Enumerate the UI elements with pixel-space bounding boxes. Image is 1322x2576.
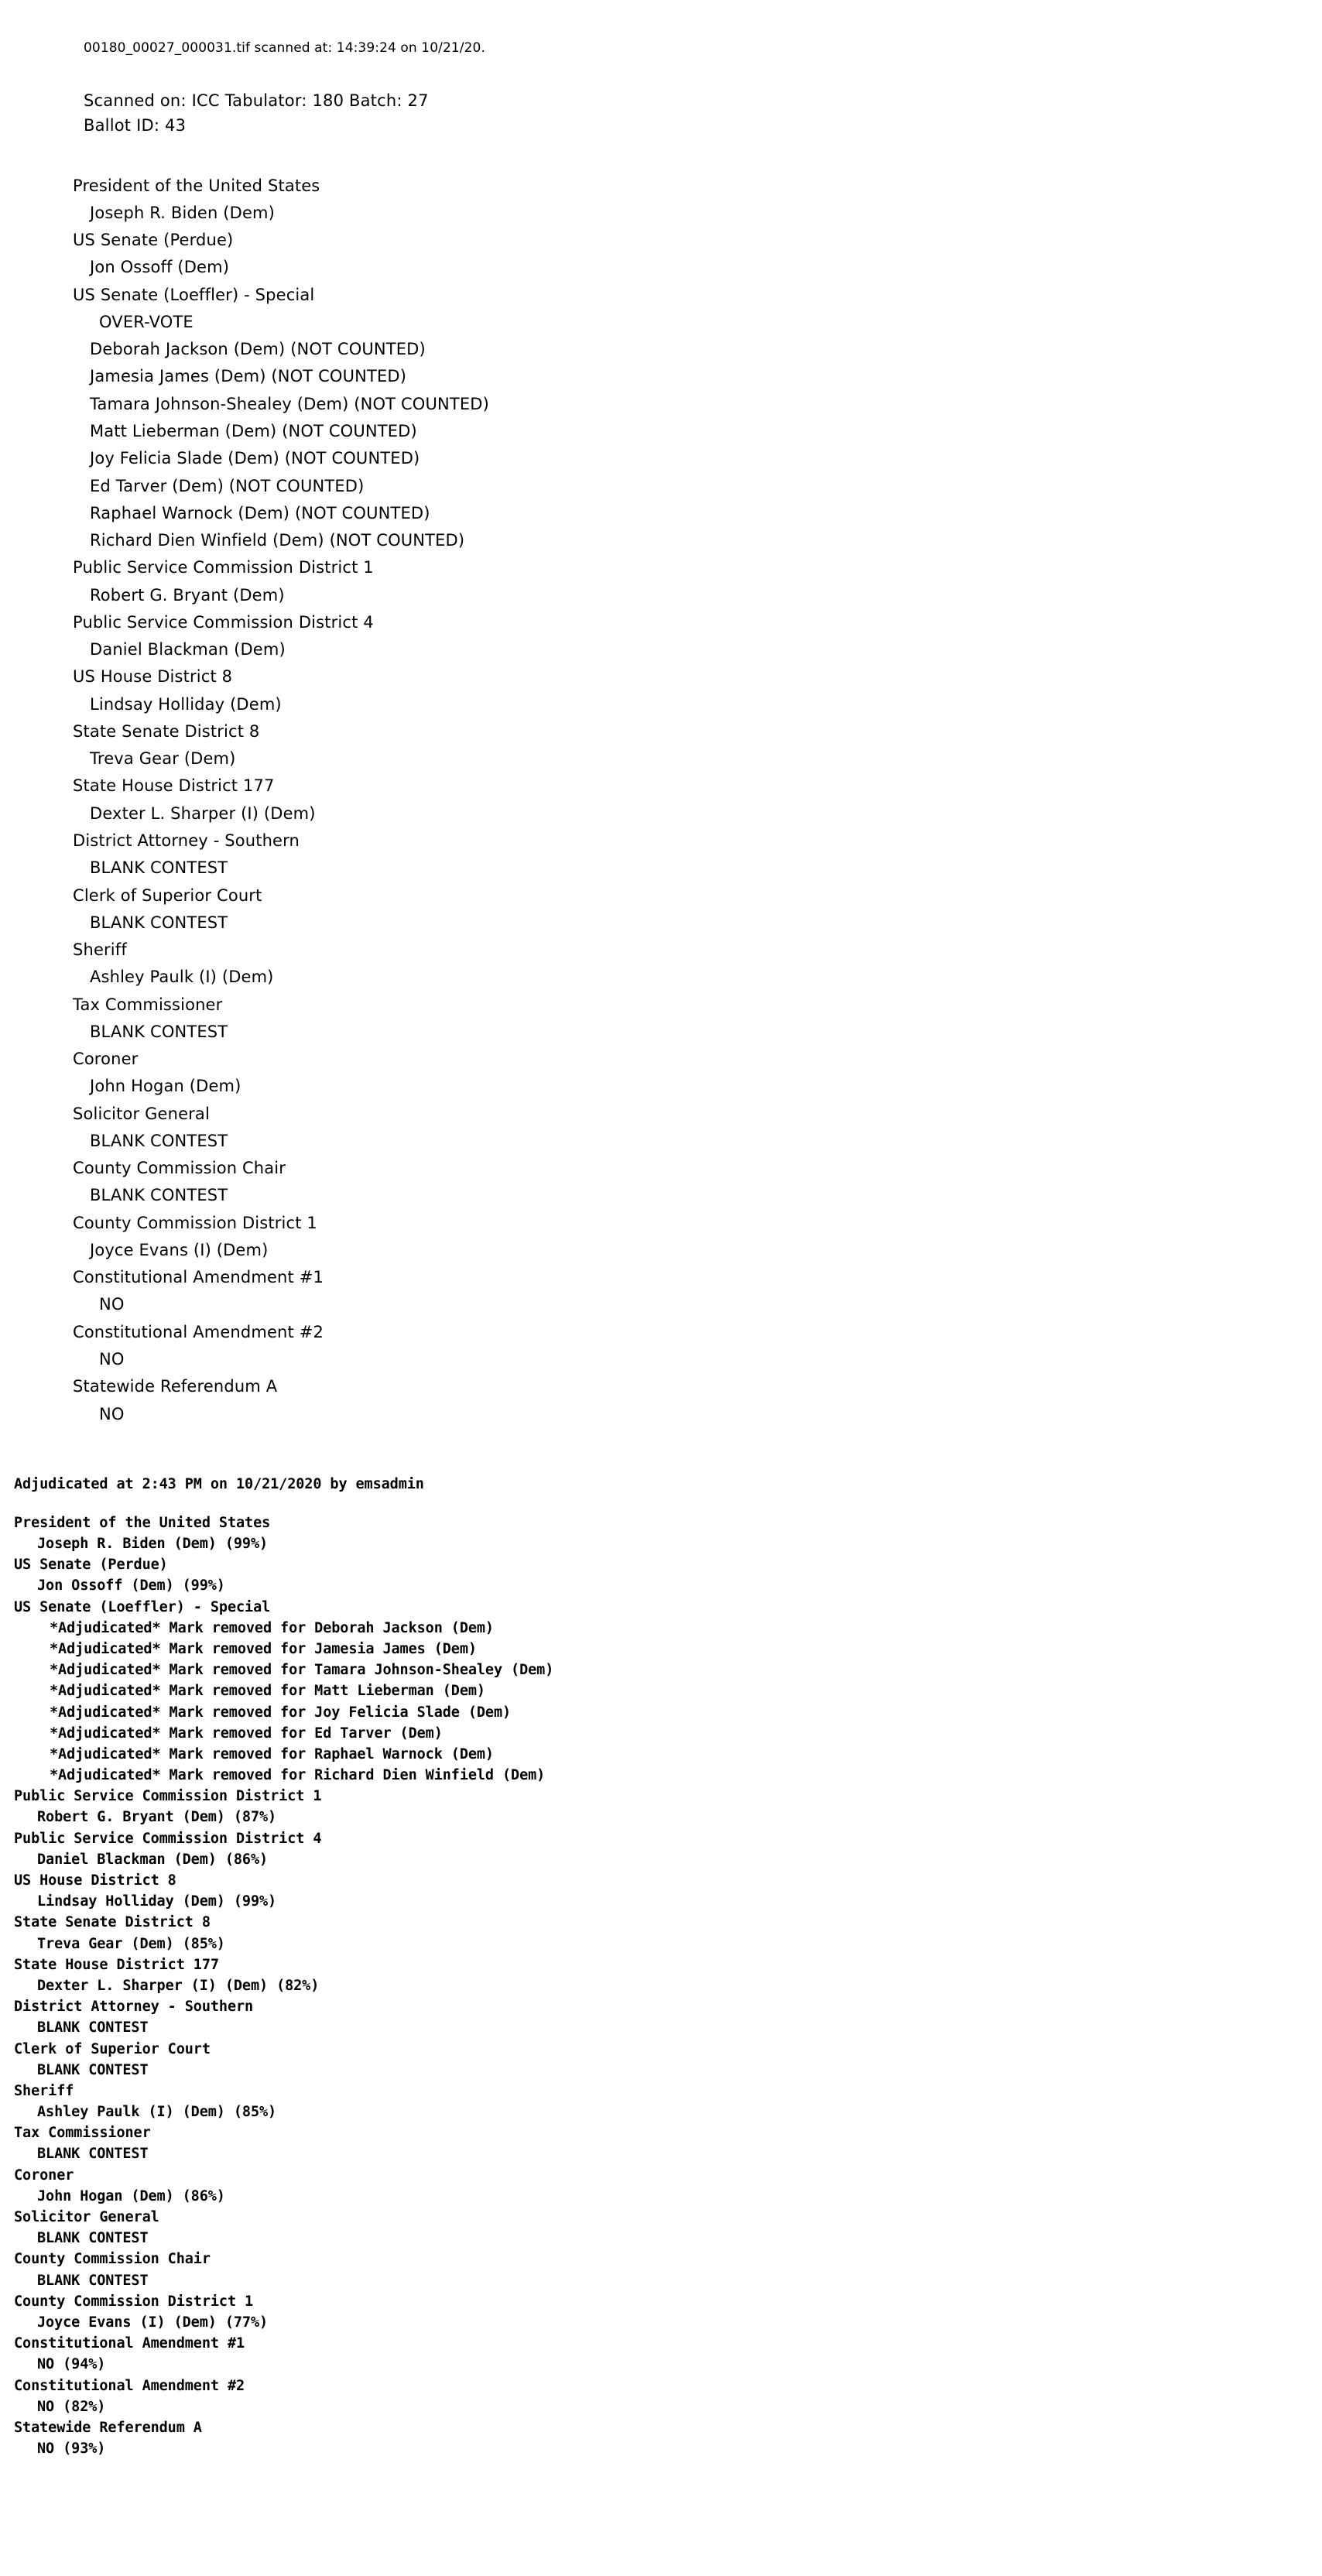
contest-choice: *Adjudicated* Mark removed for Raphael Warnock (Dem) (50, 1745, 494, 1762)
contest-choice: BLANK CONTEST (37, 2146, 149, 2163)
contest-choice: Daniel Blackman (Dem) (86%) (37, 1851, 269, 1868)
contest-choice: Jon Ossoff (Dem) (90, 258, 230, 277)
contest-title: US Senate (Loeffler) - Special (73, 285, 315, 304)
contest-choice: BLANK CONTEST (90, 1186, 228, 1205)
contest-title: Solicitor General (14, 2209, 159, 2225)
contest-title: Sheriff (73, 940, 127, 960)
contest-choice: *Adjudicated* Mark removed for Joy Felicia Slade (Dem) (50, 1704, 512, 1721)
contest-choice: BLANK CONTEST (90, 1131, 228, 1150)
contest-choice: John Hogan (Dem) (90, 1077, 241, 1096)
contest-choice: *Adjudicated* Mark removed for Richard Dien Winfield (Dem) (50, 1767, 546, 1784)
contest-title: Constitutional Amendment #2 (73, 1322, 324, 1341)
contest-choice: Raphael Warnock (Dem) (NOT COUNTED) (90, 503, 430, 522)
contest-choice: *Adjudicated* Mark removed for Tamara Johnson-Shealey (Dem) (50, 1662, 554, 1679)
contest-choice: BLANK CONTEST (37, 2019, 149, 2036)
contest-title: District Attorney - Southern (73, 831, 300, 850)
contest-choice: Treva Gear (Dem) (85%) (37, 1935, 225, 1952)
contest-title: US House District 8 (14, 1872, 176, 1889)
contest-title: Sheriff (14, 2082, 74, 2099)
contest-choice: BLANK CONTEST (37, 2272, 149, 2289)
contest-title: Statewide Referendum A (14, 2419, 202, 2436)
contest-choice: NO (99, 1404, 125, 1423)
contest-choice: Lindsay Holliday (Dem) (90, 694, 282, 714)
contest-title: Clerk of Superior Court (14, 2040, 211, 2057)
contest-title: Constitutional Amendment #2 (14, 2377, 245, 2394)
contest-choice: Joyce Evans (I) (Dem) (77%) (37, 2314, 269, 2331)
contest-choice: *Adjudicated* Mark removed for Deborah Jackson (Dem) (50, 1619, 494, 1636)
contest-choice: *Adjudicated* Mark removed for Ed Tarver (Dem) (50, 1725, 443, 1742)
ballot-id-line: Ballot ID: 43 (84, 116, 187, 135)
adjudication-result-list (14, 1512, 1322, 2459)
contest-choice: *Adjudicated* Mark removed for Jamesia James (Dem) (50, 1640, 477, 1657)
contest-choice: Dexter L. Sharper (I) (Dem) (90, 803, 316, 823)
contest-choice: BLANK CONTEST (90, 913, 228, 932)
contest-title: County Commission Chair (14, 2251, 211, 2268)
contest-choice: NO (93%) (37, 2441, 106, 2458)
contest-choice: Ashley Paulk (I) (Dem) (85%) (37, 2104, 277, 2121)
contest-choice: Robert G. Bryant (Dem) (87%) (37, 1809, 277, 1826)
contest-title: Tax Commissioner (14, 2125, 151, 2142)
contest-title: Public Service Commission District 4 (14, 1830, 322, 1847)
contest-choice: OVER-VOTE (99, 312, 194, 331)
contest-choice: Ed Tarver (Dem) (NOT COUNTED) (90, 476, 365, 495)
contest-choice: Jamesia James (Dem) (NOT COUNTED) (90, 367, 407, 386)
contest-choice: Jon Ossoff (Dem) (99%) (37, 1577, 225, 1595)
contest-title: State Senate District 8 (14, 1914, 211, 1931)
contest-choice: BLANK CONTEST (37, 2230, 149, 2247)
contest-title: County Commission District 1 (14, 2293, 254, 2310)
scan-file-line: 00180_00027_000031.tif scanned at: 14:39:24 on 10/21/20. (84, 40, 485, 56)
contest-title: County Commission District 1 (73, 1213, 317, 1232)
contest-choice: John Hogan (Dem) (86%) (37, 2187, 225, 2204)
cast-vote-record-list (73, 173, 1322, 1428)
contest-choice: NO (99, 1350, 125, 1369)
contest-title: Constitutional Amendment #1 (14, 2335, 245, 2352)
contest-choice: Joseph R. Biden (Dem) (99%) (37, 1536, 269, 1552)
contest-choice: *Adjudicated* Mark removed for Matt Lieberman (Dem) (50, 1683, 485, 1700)
contest-choice: NO (99, 1295, 125, 1314)
contest-title: President of the United States (73, 176, 320, 195)
contest-title: US Senate (Perdue) (14, 1557, 168, 1574)
contest-title: US House District 8 (73, 667, 233, 687)
contest-choice: BLANK CONTEST (37, 2061, 149, 2078)
contest-title: US Senate (Loeffler) - Special (14, 1598, 271, 1615)
adjudication-header: Adjudicated at 2:43 PM on 10/21/2020 by emsadmin (14, 1475, 424, 1492)
contest-title: Solicitor General (73, 1104, 210, 1123)
contest-choice: Joyce Evans (I) (Dem) (90, 1240, 269, 1259)
contest-choice: Tamara Johnson-Shealey (Dem) (NOT COUNTED) (90, 394, 489, 413)
contest-title: President of the United States (14, 1514, 271, 1531)
contest-choice: Robert G. Bryant (Dem) (90, 585, 285, 605)
contest-choice: Joy Felicia Slade (Dem) (NOT COUNTED) (90, 449, 420, 468)
contest-title: State House District 177 (73, 776, 275, 796)
contest-title: Coroner (73, 1050, 139, 1069)
contest-choice: Treva Gear (Dem) (90, 749, 236, 769)
contest-title: US Senate (Perdue) (73, 231, 234, 250)
contest-choice: Joseph R. Biden (Dem) (90, 203, 275, 222)
contest-title: State Senate District 8 (73, 721, 260, 741)
contest-title: Public Service Commission District 1 (14, 1788, 322, 1805)
contest-choice: BLANK CONTEST (90, 1022, 228, 1041)
contest-title: District Attorney - Southern (14, 1999, 254, 2016)
contest-choice: Dexter L. Sharper (I) (Dem) (82%) (37, 1977, 320, 1994)
contest-title: Tax Commissioner (73, 995, 223, 1014)
contest-choice: NO (82%) (37, 2398, 106, 2415)
contest-title: Coroner (14, 2167, 74, 2184)
contest-choice: Daniel Blackman (Dem) (90, 640, 286, 659)
contest-choice: Richard Dien Winfield (Dem) (NOT COUNTED) (90, 531, 465, 550)
contest-choice: NO (94%) (37, 2356, 106, 2373)
contest-title: County Commission Chair (73, 1159, 286, 1178)
contest-title: Public Service Commission District 4 (73, 612, 374, 632)
contest-choice: Lindsay Holliday (Dem) (99%) (37, 1893, 277, 1910)
contest-choice: BLANK CONTEST (90, 858, 228, 878)
contest-choice: Matt Lieberman (Dem) (NOT COUNTED) (90, 421, 417, 440)
contest-title: Public Service Commission District 1 (73, 558, 374, 577)
contest-choice: Deborah Jackson (Dem) (NOT COUNTED) (90, 340, 426, 359)
contest-title: Constitutional Amendment #1 (73, 1268, 324, 1287)
scan-device-line: Scanned on: ICC Tabulator: 180 Batch: 27 (84, 91, 429, 110)
contest-title: State House District 177 (14, 1956, 219, 1973)
contest-title: Statewide Referendum A (73, 1377, 278, 1396)
contest-choice: Ashley Paulk (I) (Dem) (90, 968, 274, 987)
contest-title: Clerk of Superior Court (73, 886, 262, 905)
